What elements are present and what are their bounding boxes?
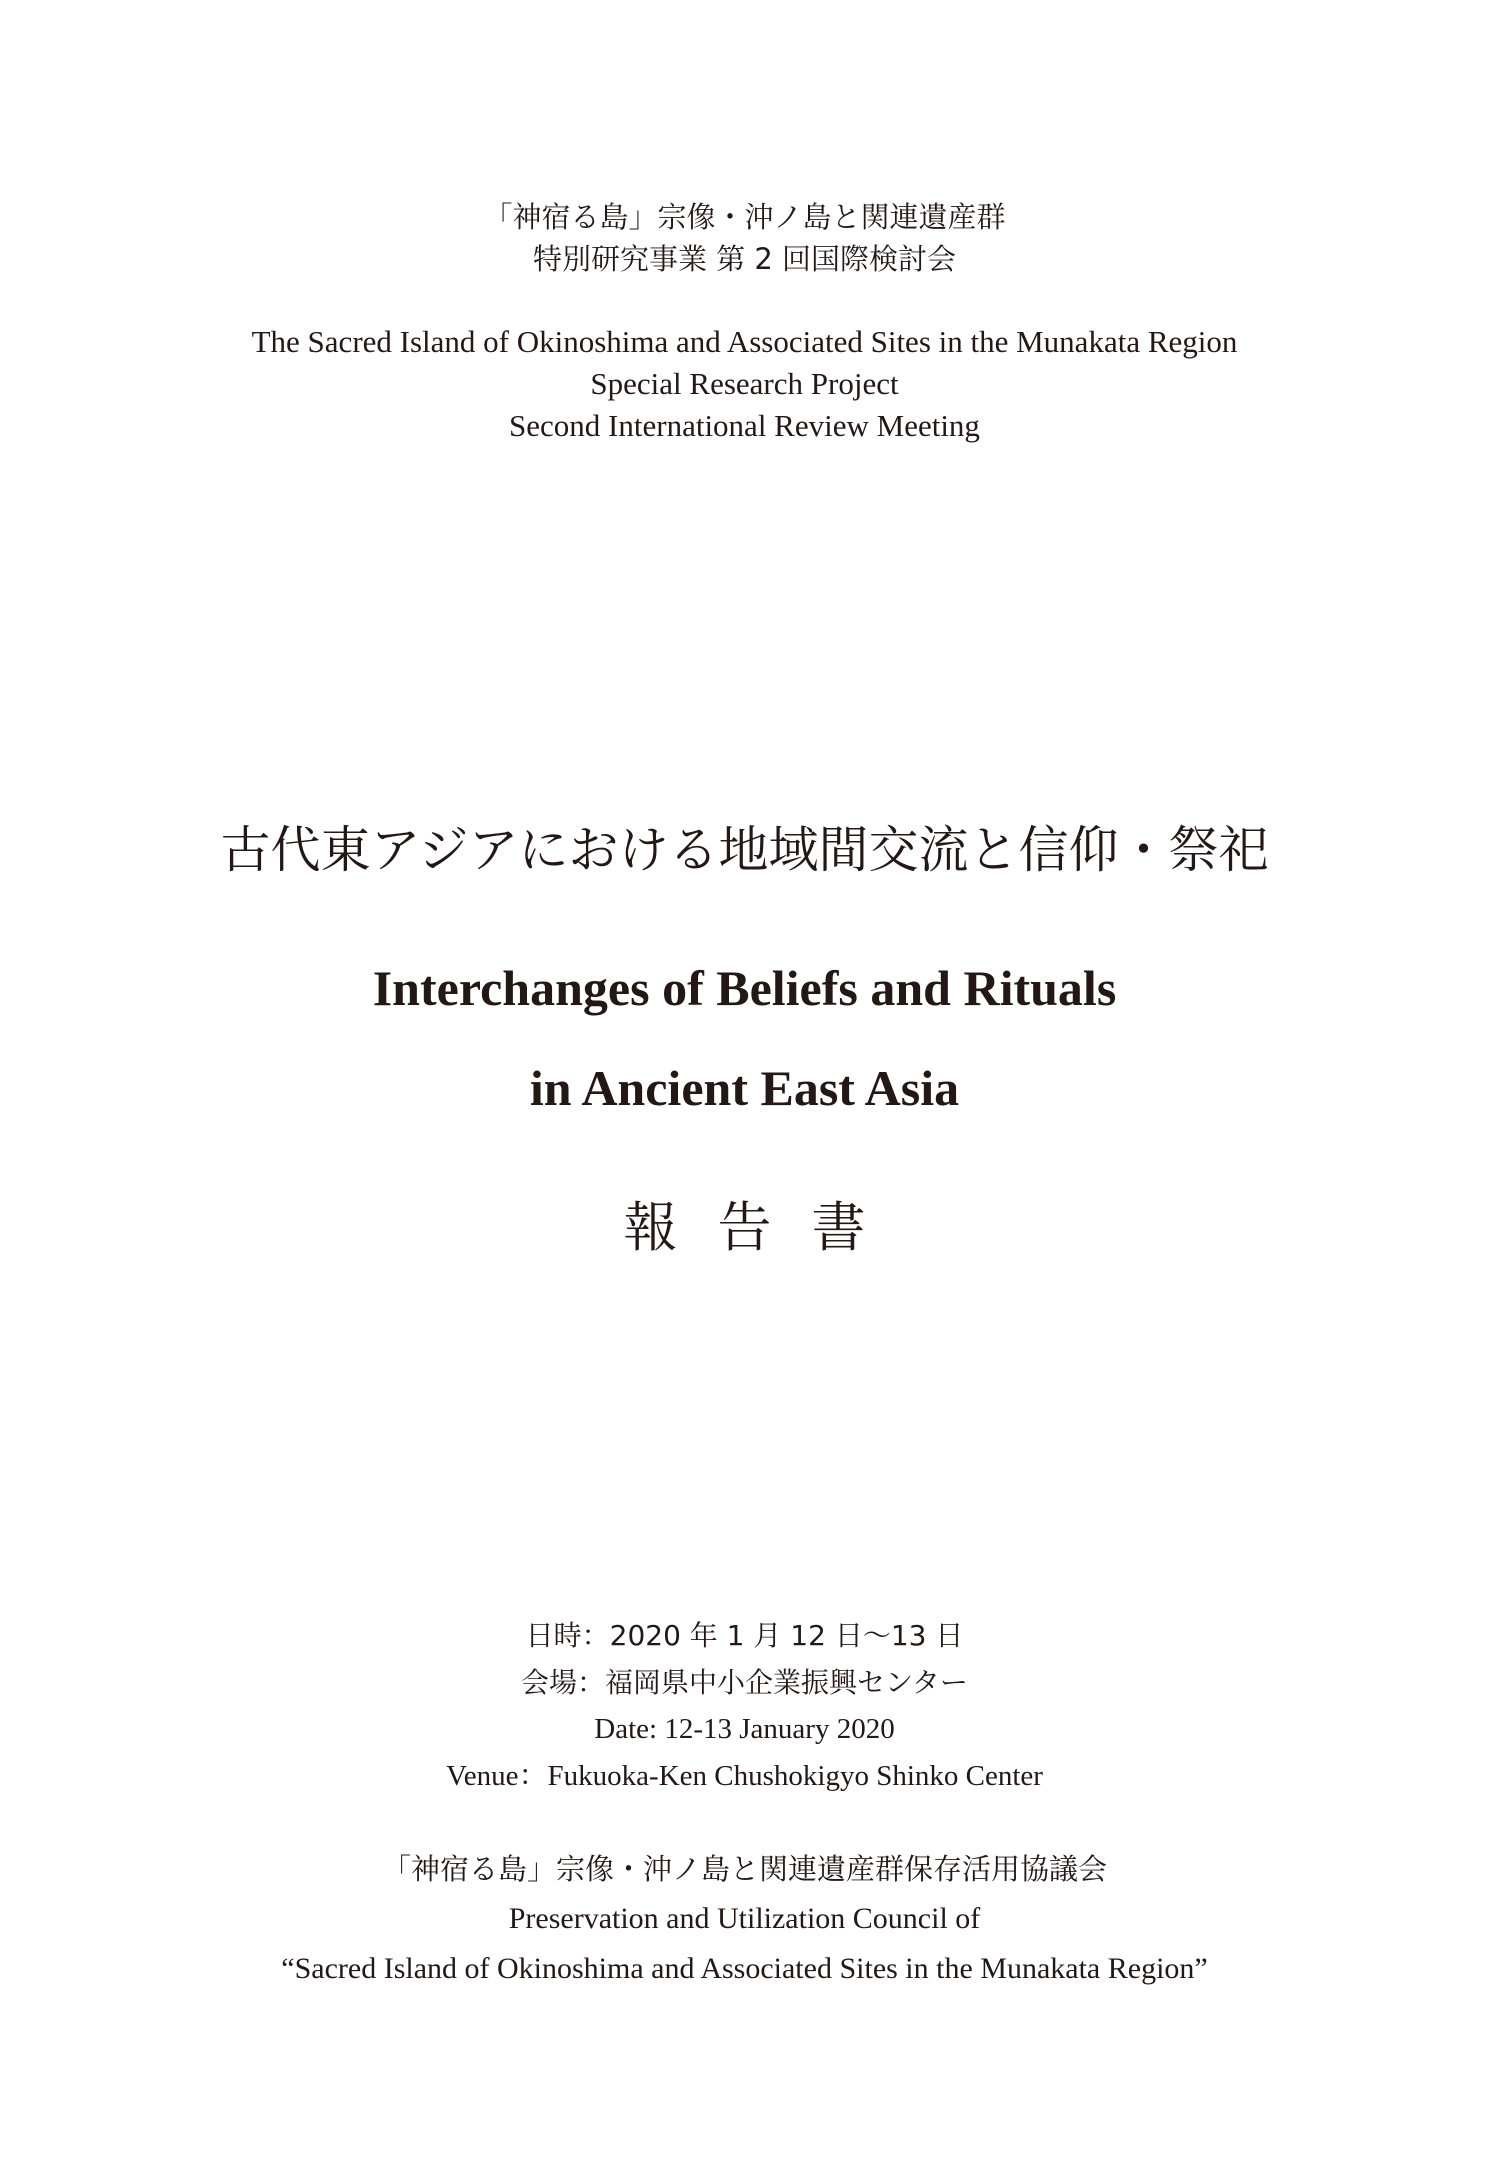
title-en-line-1-text: Interchanges of Beliefs and Rituals (372, 960, 1117, 1016)
title-ja-text: 古代東アジアにおける地域間交流と信仰・祭祀 (220, 821, 1269, 879)
title-english-line-2 (0, 1058, 1489, 1118)
header-en-line-3: Second International Review Meeting (509, 408, 980, 443)
organizer-en-line-2: “Sacred Island of Okinoshima and Associated Sites in the Munakata Region” (281, 1952, 1208, 1985)
report-label (0, 1194, 1489, 1262)
header-english (0, 321, 1489, 447)
organizer (0, 1844, 1489, 1994)
organizer-en-line-1: Preservation and Utilization Council of (508, 1902, 981, 1935)
header-en-line-1: The Sacred Island of Okinoshima and Associated Sites in the Munakata Region (251, 324, 1238, 359)
header-ja-line-2: 特別研究事業 第 2 回国際検討会 (532, 242, 957, 276)
title-en-line-2-text: in Ancient East Asia (529, 1060, 960, 1116)
event-info (0, 1612, 1489, 1800)
event-date-en: Date: 12-13 January 2020 (594, 1713, 895, 1745)
header-en-line-2: Special Research Project (590, 366, 899, 401)
title-japanese (0, 818, 1489, 882)
header-japanese (0, 196, 1489, 280)
event-venue-ja: 会場：福岡県中小企業振興センター (521, 1666, 968, 1699)
organizer-ja: 「神宿る島」宗像・沖ノ島と関連遺産群保存活用協議会 (381, 1852, 1107, 1886)
report-label-text: 報告書 (623, 1196, 906, 1259)
title-english-line-1 (0, 958, 1489, 1018)
event-date-ja: 日時：2020 年 1 月 12 日〜13 日 (525, 1619, 964, 1652)
event-venue-en: Venue：Fukuoka-Ken Chushokigyo Shinko Center (446, 1760, 1043, 1792)
header-ja-line-1: 「神宿る島」宗像・沖ノ島と関連遺産群 (483, 200, 1006, 234)
